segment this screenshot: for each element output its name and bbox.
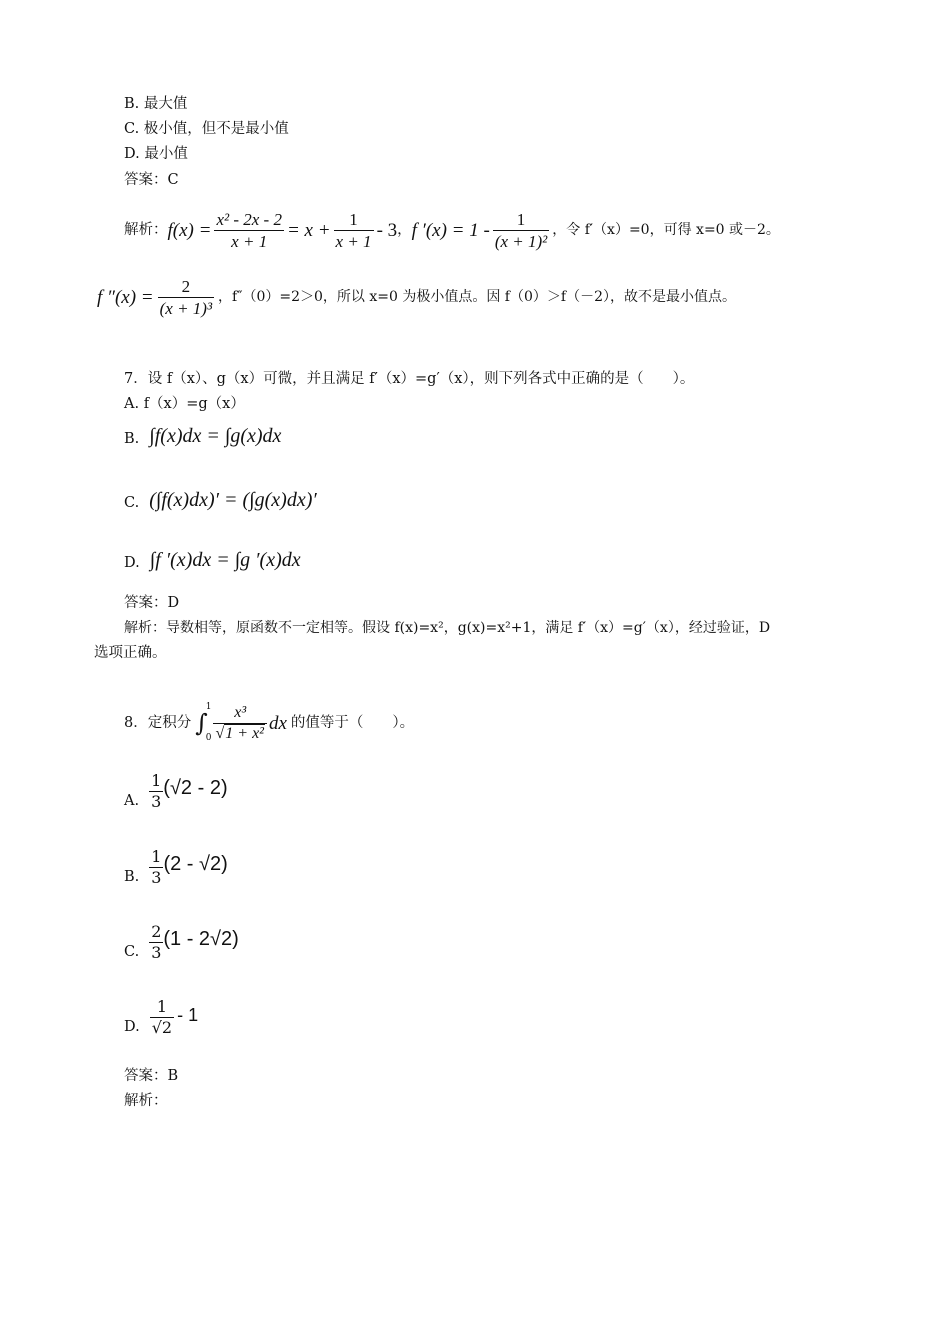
q7-analysis-line1: 解析：导数相等，原函数不一定相等。假设 f(x)=x²，g(x)=x²+1，满足 f′（x）=g′（x），经过验证，D bbox=[124, 620, 771, 636]
q6-analysis-line1 bbox=[124, 206, 780, 254]
option-a-numerator: 1 bbox=[151, 771, 162, 790]
q7-option-b bbox=[124, 420, 281, 446]
option-a-denominator: 3 bbox=[151, 792, 162, 811]
sqrt-icon: √ bbox=[215, 724, 225, 742]
fprime-numerator: 1 bbox=[493, 211, 549, 231]
q6-option-b: B. 最大值 bbox=[124, 96, 188, 112]
option-label: D. bbox=[124, 1018, 140, 1035]
integral-upper-limit: 1 bbox=[205, 702, 212, 712]
f-fraction bbox=[214, 211, 284, 250]
q8-option-d bbox=[124, 990, 198, 1036]
f-partial-fraction bbox=[334, 211, 374, 250]
q7-option-d bbox=[124, 542, 301, 570]
q6-analysis-cont2: ，f″（0）=2＞0，所以 x=0 为极小值点。因 f（0）＞f（－2），故不是最小值点。 bbox=[218, 289, 736, 305]
option-c-denominator: 3 bbox=[151, 943, 162, 962]
option-label: D. bbox=[124, 554, 140, 571]
f-lhs: f(x) = bbox=[167, 219, 212, 241]
f-denominator: x + 1 bbox=[231, 231, 268, 251]
option-label: A. bbox=[124, 792, 140, 809]
q8-analysis-label: 解析： bbox=[124, 1093, 168, 1109]
integral-dx: dx bbox=[268, 712, 287, 734]
q8-stem-suffix: 的值等于（ ）。 bbox=[290, 714, 415, 731]
q8-option-b bbox=[124, 840, 228, 886]
q8-stem bbox=[124, 696, 414, 750]
option-a-fraction bbox=[149, 773, 163, 810]
integrand-fraction bbox=[213, 705, 266, 742]
option-c-fraction bbox=[149, 924, 163, 961]
q6-option-d: D. 最小值 bbox=[124, 146, 188, 162]
option-label: C. bbox=[124, 943, 140, 960]
q6-analysis-line2 bbox=[97, 270, 736, 324]
q7-option-c-expr: (∫f(x)dx)′ = (∫g(x)dx)′ bbox=[149, 489, 317, 511]
option-b-denominator: 3 bbox=[151, 868, 162, 887]
integral-limits bbox=[206, 703, 212, 743]
q8-answer: 答案：B bbox=[124, 1068, 179, 1084]
f-middle: = x + bbox=[286, 219, 331, 241]
q8-option-a bbox=[124, 764, 228, 810]
option-a-expr: (√2 - 2) bbox=[163, 777, 228, 799]
q8-integral bbox=[195, 703, 287, 743]
f-tail: - 3 bbox=[376, 219, 398, 241]
q7-stem: 7．设 f（x）、g（x）可微，并且满足 f′（x）=g′（x），则下列各式中正确的是（ ）。 bbox=[124, 371, 695, 387]
option-label: B. bbox=[124, 868, 140, 885]
fdoubleprime-denominator: (x + 1)³ bbox=[159, 298, 213, 318]
q6-answer: 答案：C bbox=[124, 172, 179, 188]
integrand-radicand: 1 + x² bbox=[225, 724, 264, 742]
q7-option-d-expr: ∫f ′(x)dx = ∫g ′(x)dx bbox=[149, 549, 301, 571]
q7-analysis-line2: 选项正确。 bbox=[94, 645, 167, 661]
integrand-denominator bbox=[213, 724, 266, 742]
q6-option-c: C. 极小值，但不是最小值 bbox=[124, 121, 289, 137]
option-label: B. bbox=[124, 430, 140, 447]
integrand-numerator: x³ bbox=[213, 705, 266, 724]
fprime-denominator: (x + 1)² bbox=[494, 231, 548, 251]
fdoubleprime-numerator: 2 bbox=[158, 278, 214, 298]
option-d-denominator: √2 bbox=[151, 1018, 173, 1037]
q6-analysis-cont1: ，令 f′（x）=0，可得 x=0 或－2。 bbox=[552, 222, 780, 238]
separator: ， bbox=[397, 221, 412, 238]
integral-icon: ∫ bbox=[195, 709, 208, 737]
option-c-expr: (1 - 2√2) bbox=[163, 928, 239, 950]
fprime-lhs: f ′(x) = 1 - bbox=[411, 219, 490, 241]
option-b-fraction bbox=[149, 849, 163, 886]
f-partial-denominator: x + 1 bbox=[335, 231, 372, 251]
f-partial-numerator: 1 bbox=[334, 211, 374, 231]
option-d-expr: - 1 bbox=[177, 1005, 199, 1025]
q7-answer: 答案：D bbox=[124, 595, 180, 611]
option-c-numerator: 2 bbox=[151, 922, 162, 941]
fprime-fraction bbox=[493, 211, 549, 250]
fdoubleprime-lhs: f ″(x) = bbox=[97, 286, 154, 308]
f-numerator: x² - 2x - 2 bbox=[216, 209, 282, 229]
q8-stem-prefix: 8．定积分 bbox=[124, 714, 192, 731]
fdoubleprime-fraction bbox=[158, 278, 214, 317]
analysis-label: 解析： bbox=[124, 221, 168, 238]
q7-option-a: A. f（x）=g（x） bbox=[124, 396, 245, 412]
option-b-numerator: 1 bbox=[151, 847, 162, 866]
q8-option-c bbox=[124, 915, 239, 961]
option-d-numerator: 1 bbox=[150, 999, 174, 1018]
option-label: C. bbox=[124, 494, 140, 511]
q7-option-c bbox=[124, 478, 317, 510]
q7-option-b-expr: ∫f(x)dx = ∫g(x)dx bbox=[149, 425, 282, 447]
option-d-fraction bbox=[150, 999, 174, 1036]
integral-lower-limit: 0 bbox=[205, 733, 212, 743]
option-b-expr: (2 - √2) bbox=[163, 853, 228, 875]
